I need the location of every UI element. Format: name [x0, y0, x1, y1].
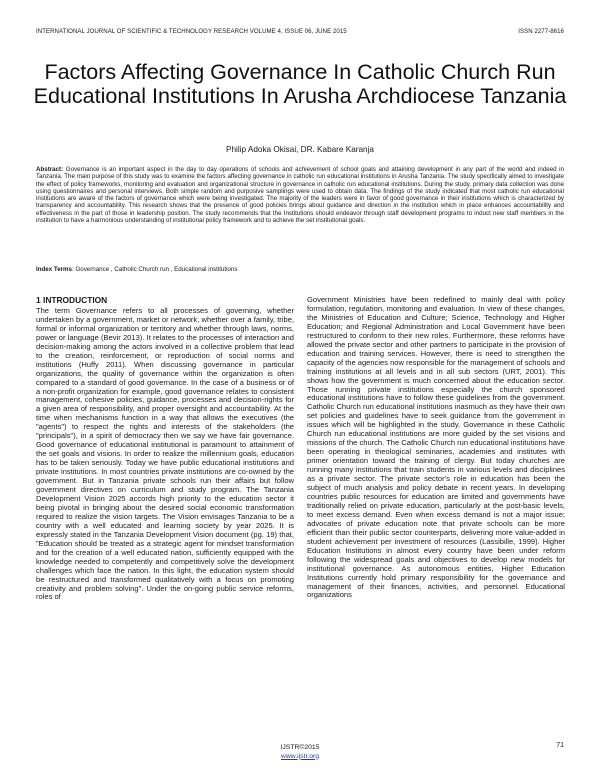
paper-title: Factors Affecting Governance In Catholic Church Run Educational Institutions In Arusha Archdiocese Tanzania: [33, 60, 567, 108]
body-column-left: [36, 296, 294, 602]
issn-header: ISSN 2277-8616: [518, 28, 564, 35]
abstract-label: Abstract:: [36, 166, 64, 173]
body-text-left: The term Governance refers to all processes of governing, whether undertaken by a government, market or network, whether over a family, tribe, formal or informal organization or territory and whether through laws, norms, power or language (Bevir 2013). It relates to the processes of interaction and decision-making among the actors involved in a collective problem that lead to the creation, reinforcement, or reproduction of social norms and institutions (Huffy 2011). When discussing governance in particular organizations, the quality of governance within the organization is often compared to a standard of good governance. In the case of a business or of a non-profit organization for example, good governance relates to consistent management, cohesive policies, guidance, processes and decision-rights for a given area of responsibility, and proper oversight and accountability. At the time when mechanisms function in a way that allows the executives (the "agents") to respect the rights and interests of the stakeholders (the "principals"), in a spirit of democracy then we say we have fair governance. Good governance of educational institutional is paramount to attainment of the set goals and visions. In order to realize the millennium goals, education has to be taken seriously. Today we have public educational institutions and private institutions. In most countries private institutions are co-owned by the government. But in Tanzania private schools run their affairs but follow government directives on curriculum and study program. The Tanzania Development Vision 2025 accords high priority to the education sector it being pivotal in bringing about the desired social economic transformation required to realize the vision targets. The Vision envisages Tanzania to be a country with a well educated and learning society by year 2025. It is expressly stated in the Tanzania Development Vision document (pg. 19) that, "Education should be treated as a strategic agent for mindset transformation and for the creation of a well educated nation, sufficiently equipped with the knowledge needed to competently and competitively solve the development challenges which face the nation. In this light, the education system should be restructured and transformed qualitatively with a focus on promoting creativity and problem solving". Under the on-going public service reforms, roles of: [36, 305, 294, 602]
index-terms: [36, 266, 564, 273]
footer-code: IJSTR©2015: [280, 744, 320, 751]
footer: [0, 744, 600, 761]
index-terms-label: Index Terms: [36, 266, 72, 273]
abstract: [36, 166, 564, 224]
page-number: 71: [556, 742, 564, 749]
running-header: [36, 28, 564, 35]
authors: Philip Adoka Okisai, DR. Kabare Karanja: [226, 145, 374, 154]
body-text-right: Government Ministries have been redefined to mainly deal with policy formulation, regulation, monitoring and evaluation. In view of these changes, the Ministries of Education and Culture; Science, Technology and Higher Education; and Regional Administration and Local Government have been restructured to conform to their new roles. Furthermore, these reforms have allowed the private sector and other partners to participate in the provision of education and training services. However, there is need to strengthen the capacity of the agencies now responsible for the management of schools and training institutions at all levels and in all sub sectors (URT, 2001). This shows how the government is much concerned about the education sector. Those running private institutions especially the church sponsored educational institutions have to follow these guidelines from the government. Catholic Church run educational institutions inasmuch as they have their own set policies and guidelines have to seek guidance from the government in issues which will be highlighted in the study. Governance in these Catholic Church run educational institutions are more guided by the set visions and missions of the church. The Catholic Church run educational institutions have been operating in theological seminaries, academies and institutes with primer orientation toward the training of clergy. But today churches are running many institutions that train students in various levels and disciplines as a private sector. The private sector's role in education has been the subject of much analysis and policy debate in recent years. In developing countries public resources for education are limited and governments have traditionally relied on private education, particularly at the post-basic levels, to meet excess demand. Even when excess demand is not a major issue; advocates of private education note that private schools can be more efficient than their public sector counterparts, delivering more value-added in student achievement per investment of resources (Lassibille, 1999). Higher Education Institutions in almost every country have been under reform following the widespread goals and objectives to develop new models for institutional governance. As autonomous entities, Higher Education Institutions currently hold primary responsibility for the governance and management of their finances, activities, and personnel. Educational organizations: [307, 295, 566, 600]
section-title: INTRODUCTION: [43, 295, 108, 305]
abstract-text: Governance is an important aspect in the day to day operations of schools and achievement of school goals and attaining development in any part of the world and indeed in Tanzania. The main purpose of this study was to examine the factors affecting governance in catholic run educational institutions in Arusha Tanzania. The study specifically aimed to investigate the effect of policy frameworks, monitoring and evaluation and organizational structure in governance in catholic run educational institutions. During the study, primary data collection was done using questionnaires and personal interviews. Both simple random and purposive samplings were used to obtain data. The findings of the study indicated that most catholic run educational institutions are aware of the factors of governance which were being investigated. The majority of the leaders were in favor of good governance in their institutions which is characterized by transparency and accountability. This research shows that the presence of good policies brings about guidance and direction in the institution which in place enhances accountability and effectiveness in the part of those in leadership position. The study recommends that the Institutions should endeavor through staff development programs to induct new staff members in the institution to have a harmonious understanding of institutional policy framework and to achieve the set institutional goals.: [36, 166, 564, 225]
index-terms-text: : Governance , Catholic Church run , Educational institutions: [72, 266, 238, 273]
journal-header: INTERNATIONAL JOURNAL OF SCIENTIFIC & TECHNOLOGY RESEARCH VOLUME 4, ISSUE 06, JUNE 2015: [36, 28, 347, 35]
body-column-right: [307, 296, 565, 600]
section-number: 1: [36, 295, 41, 305]
footer-url[interactable]: www.ijstr.org: [280, 752, 320, 760]
section-heading: [36, 296, 294, 305]
